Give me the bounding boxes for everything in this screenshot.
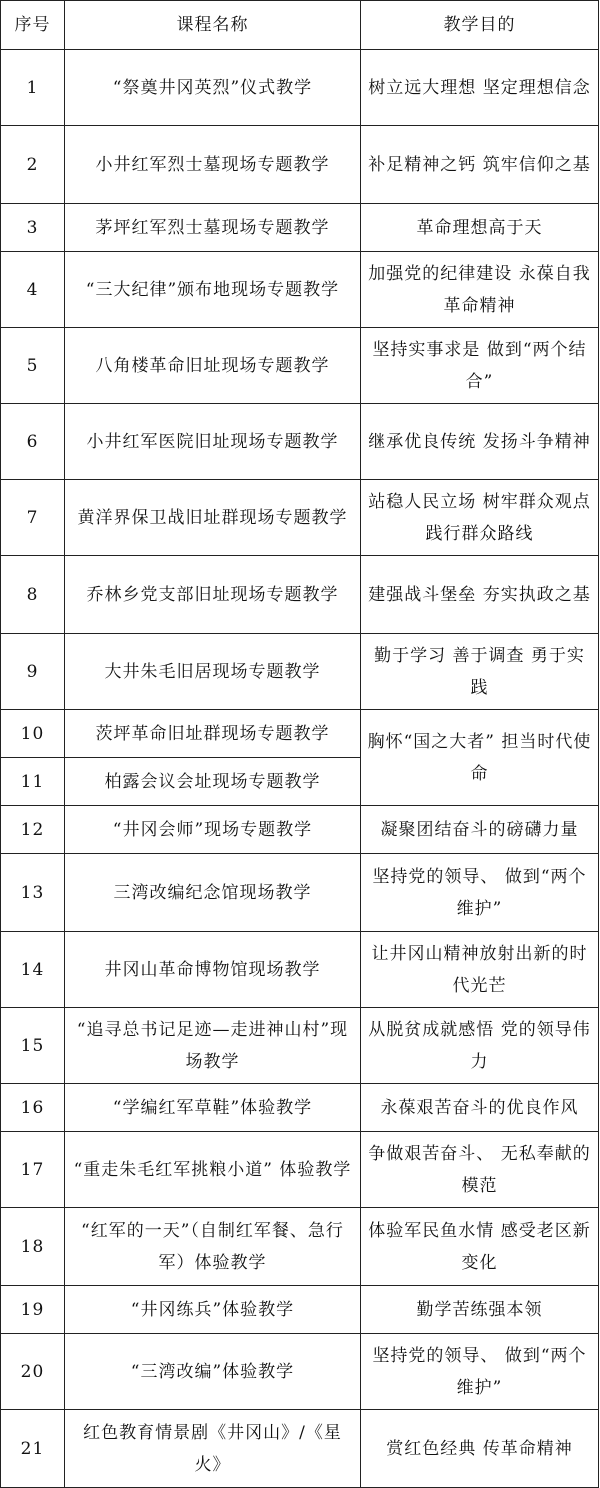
row-goal: 树立远大理想 坚定理想信念 — [361, 50, 599, 126]
row-no: 16 — [1, 1084, 65, 1132]
table-row — [1, 1084, 599, 1132]
row-course-name: “三湾改编”体验教学 — [65, 1334, 361, 1410]
row-course-name: 八角楼革命旧址现场专题教学 — [65, 328, 361, 404]
row-no: 21 — [1, 1410, 65, 1488]
row-no: 5 — [1, 328, 65, 404]
row-course-name: 乔林乡党支部旧址现场专题教学 — [65, 556, 361, 634]
row-no: 10 — [1, 710, 65, 758]
table-row — [1, 1286, 599, 1334]
row-no: 18 — [1, 1208, 65, 1286]
row-no: 3 — [1, 204, 65, 252]
row-course-name: 柏露会议会址现场专题教学 — [65, 758, 361, 806]
row-no: 9 — [1, 634, 65, 710]
row-no: 8 — [1, 556, 65, 634]
row-goal: 建强战斗堡垒 夯实执政之基 — [361, 556, 599, 634]
row-no: 12 — [1, 806, 65, 854]
header-no: 序号 — [1, 1, 65, 50]
row-no: 17 — [1, 1132, 65, 1208]
row-course-name: 黄洋界保卫战旧址群现场专题教学 — [65, 480, 361, 556]
row-no: 4 — [1, 252, 65, 328]
table-row — [1, 50, 599, 126]
row-course-name: “追寻总书记足迹—走进神山村”现场教学 — [65, 1008, 361, 1084]
table-row — [1, 556, 599, 634]
row-goal: 革命理想高于天 — [361, 204, 599, 252]
row-goal: 坚持实事求是 做到“两个结合” — [361, 328, 599, 404]
row-no: 13 — [1, 854, 65, 932]
row-no: 6 — [1, 404, 65, 480]
row-no: 15 — [1, 1008, 65, 1084]
table-row — [1, 204, 599, 252]
table-row — [1, 328, 599, 404]
table-row — [1, 1410, 599, 1488]
row-no: 14 — [1, 932, 65, 1008]
row-goal: 勤学苦练强本领 — [361, 1286, 599, 1334]
table-row — [1, 1132, 599, 1208]
row-no: 2 — [1, 126, 65, 204]
table-row — [1, 634, 599, 710]
table-row — [1, 932, 599, 1008]
row-goal: 凝聚团结奋斗的磅礴力量 — [361, 806, 599, 854]
table-row — [1, 710, 599, 758]
row-goal: 从脱贫成就感悟 党的领导伟力 — [361, 1008, 599, 1084]
row-course-name: “红军的一天”（自制红军餐、急行军）体验教学 — [65, 1208, 361, 1286]
row-no: 7 — [1, 480, 65, 556]
row-goal: 坚持党的领导、 做到“两个维护” — [361, 854, 599, 932]
table-row — [1, 480, 599, 556]
row-course-name: “三大纪律”颁布地现场专题教学 — [65, 252, 361, 328]
row-goal: 站稳人民立场 树牢群众观点 践行群众路线 — [361, 480, 599, 556]
row-course-name: 小井红军医院旧址现场专题教学 — [65, 404, 361, 480]
table-row — [1, 1334, 599, 1410]
table-row — [1, 806, 599, 854]
table-row — [1, 252, 599, 328]
row-goal: 争做艰苦奋斗、 无私奉献的模范 — [361, 1132, 599, 1208]
row-goal: 永葆艰苦奋斗的优良作风 — [361, 1084, 599, 1132]
table-row — [1, 126, 599, 204]
row-course-name: 茨坪革命旧址群现场专题教学 — [65, 710, 361, 758]
row-course-name: 茅坪红军烈士墓现场专题教学 — [65, 204, 361, 252]
row-course-name: “重走朱毛红军挑粮小道” 体验教学 — [65, 1132, 361, 1208]
table-row — [1, 1208, 599, 1286]
row-goal: 赏红色经典 传革命精神 — [361, 1410, 599, 1488]
table-row — [1, 1008, 599, 1084]
row-no: 1 — [1, 50, 65, 126]
row-course-name: 井冈山革命博物馆现场教学 — [65, 932, 361, 1008]
header-row — [1, 1, 599, 50]
row-no: 11 — [1, 758, 65, 806]
row-goal: 胸怀“国之大者” 担当时代使命 — [361, 710, 599, 806]
row-goal: 勤于学习 善于调查 勇于实践 — [361, 634, 599, 710]
header-goal: 教学目的 — [361, 1, 599, 50]
header-name: 课程名称 — [65, 1, 361, 50]
row-goal: 继承优良传统 发扬斗争精神 — [361, 404, 599, 480]
table-row — [1, 404, 599, 480]
row-goal: 让井冈山精神放射出新的时代光芒 — [361, 932, 599, 1008]
row-no: 19 — [1, 1286, 65, 1334]
row-course-name: 三湾改编纪念馆现场教学 — [65, 854, 361, 932]
row-goal: 加强党的纪律建设 永葆自我革命精神 — [361, 252, 599, 328]
row-goal: 补足精神之钙 筑牢信仰之基 — [361, 126, 599, 204]
row-course-name: 小井红军烈士墓现场专题教学 — [65, 126, 361, 204]
row-course-name: 红色教育情景剧《井冈山》/《星火》 — [65, 1410, 361, 1488]
table-row — [1, 854, 599, 932]
row-course-name: “井冈练兵”体验教学 — [65, 1286, 361, 1334]
row-course-name: “学编红军草鞋”体验教学 — [65, 1084, 361, 1132]
row-goal: 体验军民鱼水情 感受老区新变化 — [361, 1208, 599, 1286]
row-course-name: 大井朱毛旧居现场专题教学 — [65, 634, 361, 710]
row-goal: 坚持党的领导、 做到“两个维护” — [361, 1334, 599, 1410]
row-course-name: “祭奠井冈英烈”仪式教学 — [65, 50, 361, 126]
row-course-name: “井冈会师”现场专题教学 — [65, 806, 361, 854]
row-no: 20 — [1, 1334, 65, 1410]
